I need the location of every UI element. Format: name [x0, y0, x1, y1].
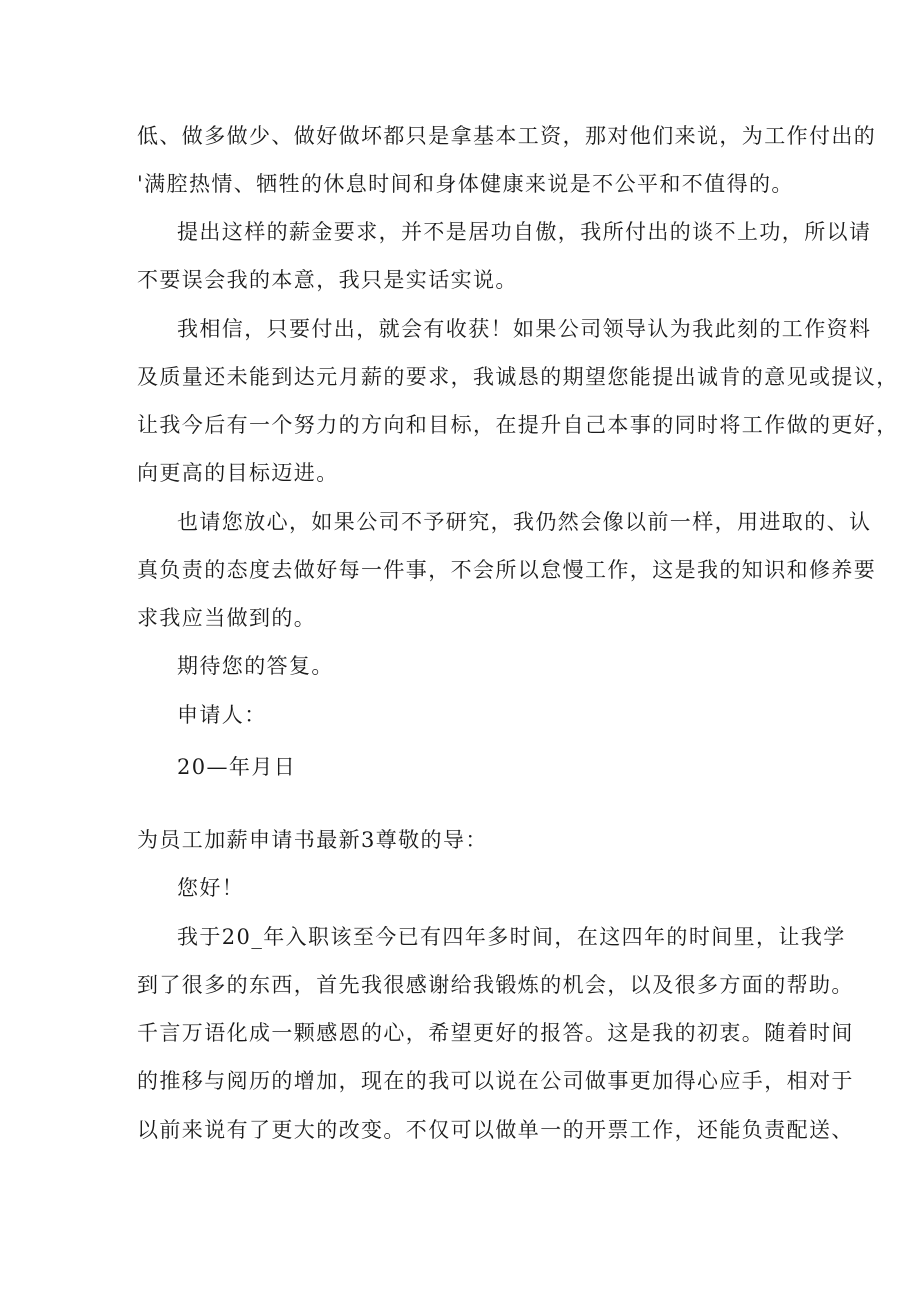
- paragraph-line: 及质量还未能到达元月薪的要求，我诚恳的期望您能提出诚肯的意见或提议，: [137, 365, 899, 389]
- paragraph-line: 低、做多做少、做好做坏都只是拿基本工资，那对他们来说，为工作付出的: [137, 124, 877, 148]
- paragraph-line: '满腔热情、牺牲的休息时间和身体健康来说是不公平和不值得的。: [137, 172, 794, 196]
- closing-line: 期待您的答复。: [177, 654, 334, 678]
- paragraph-line: 千言万语化成一颗感恩的心，希望更好的报答。这是我的初衷。随着时间: [137, 1021, 854, 1045]
- section-heading: 为员工加薪申请书最新3尊敬的导：: [137, 828, 488, 852]
- date-line: 20—年月日: [177, 755, 297, 779]
- greeting-line: 您好！: [177, 876, 245, 900]
- paragraph-line: 提出这样的薪金要求，并不是居功自傲，我所付出的谈不上功，所以请: [177, 220, 872, 244]
- paragraph-line: 我相信，只要付出，就会有收获！如果公司领导认为我此刻的工作资料: [177, 317, 872, 341]
- paragraph-line: 不要误会我的本意，我只是实话实说。: [137, 268, 518, 292]
- paragraph-line: 以前来说有了更大的改变。不仅可以做单一的开票工作，还能负责配送、: [137, 1118, 854, 1142]
- paragraph-line: 向更高的目标迈进。: [137, 461, 339, 485]
- paragraph-line: 我于20_年入职该至今已有四年多时间，在这四年的时间里，让我学: [177, 925, 846, 949]
- paragraph-line: 真负责的态度去做好每一件事，不会所以怠慢工作，这是我的知识和修养要: [137, 558, 877, 582]
- paragraph-line: 也请您放心，如果公司不予研究，我仍然会像以前一样，用进取的、认: [177, 510, 872, 534]
- paragraph-line: 让我今后有一个努力的方向和目标，在提升自己本事的同时将工作做的更好，: [137, 413, 899, 437]
- paragraph-line: 求我应当做到的。: [137, 606, 317, 630]
- applicant-label: 申请人：: [177, 703, 267, 727]
- paragraph-line: 的推移与阅历的增加，现在的我可以说在公司做事更加得心应手，相对于: [137, 1069, 854, 1093]
- paragraph-line: 到了很多的东西，首先我很感谢给我锻炼的机会，以及很多方面的帮助。: [137, 973, 854, 997]
